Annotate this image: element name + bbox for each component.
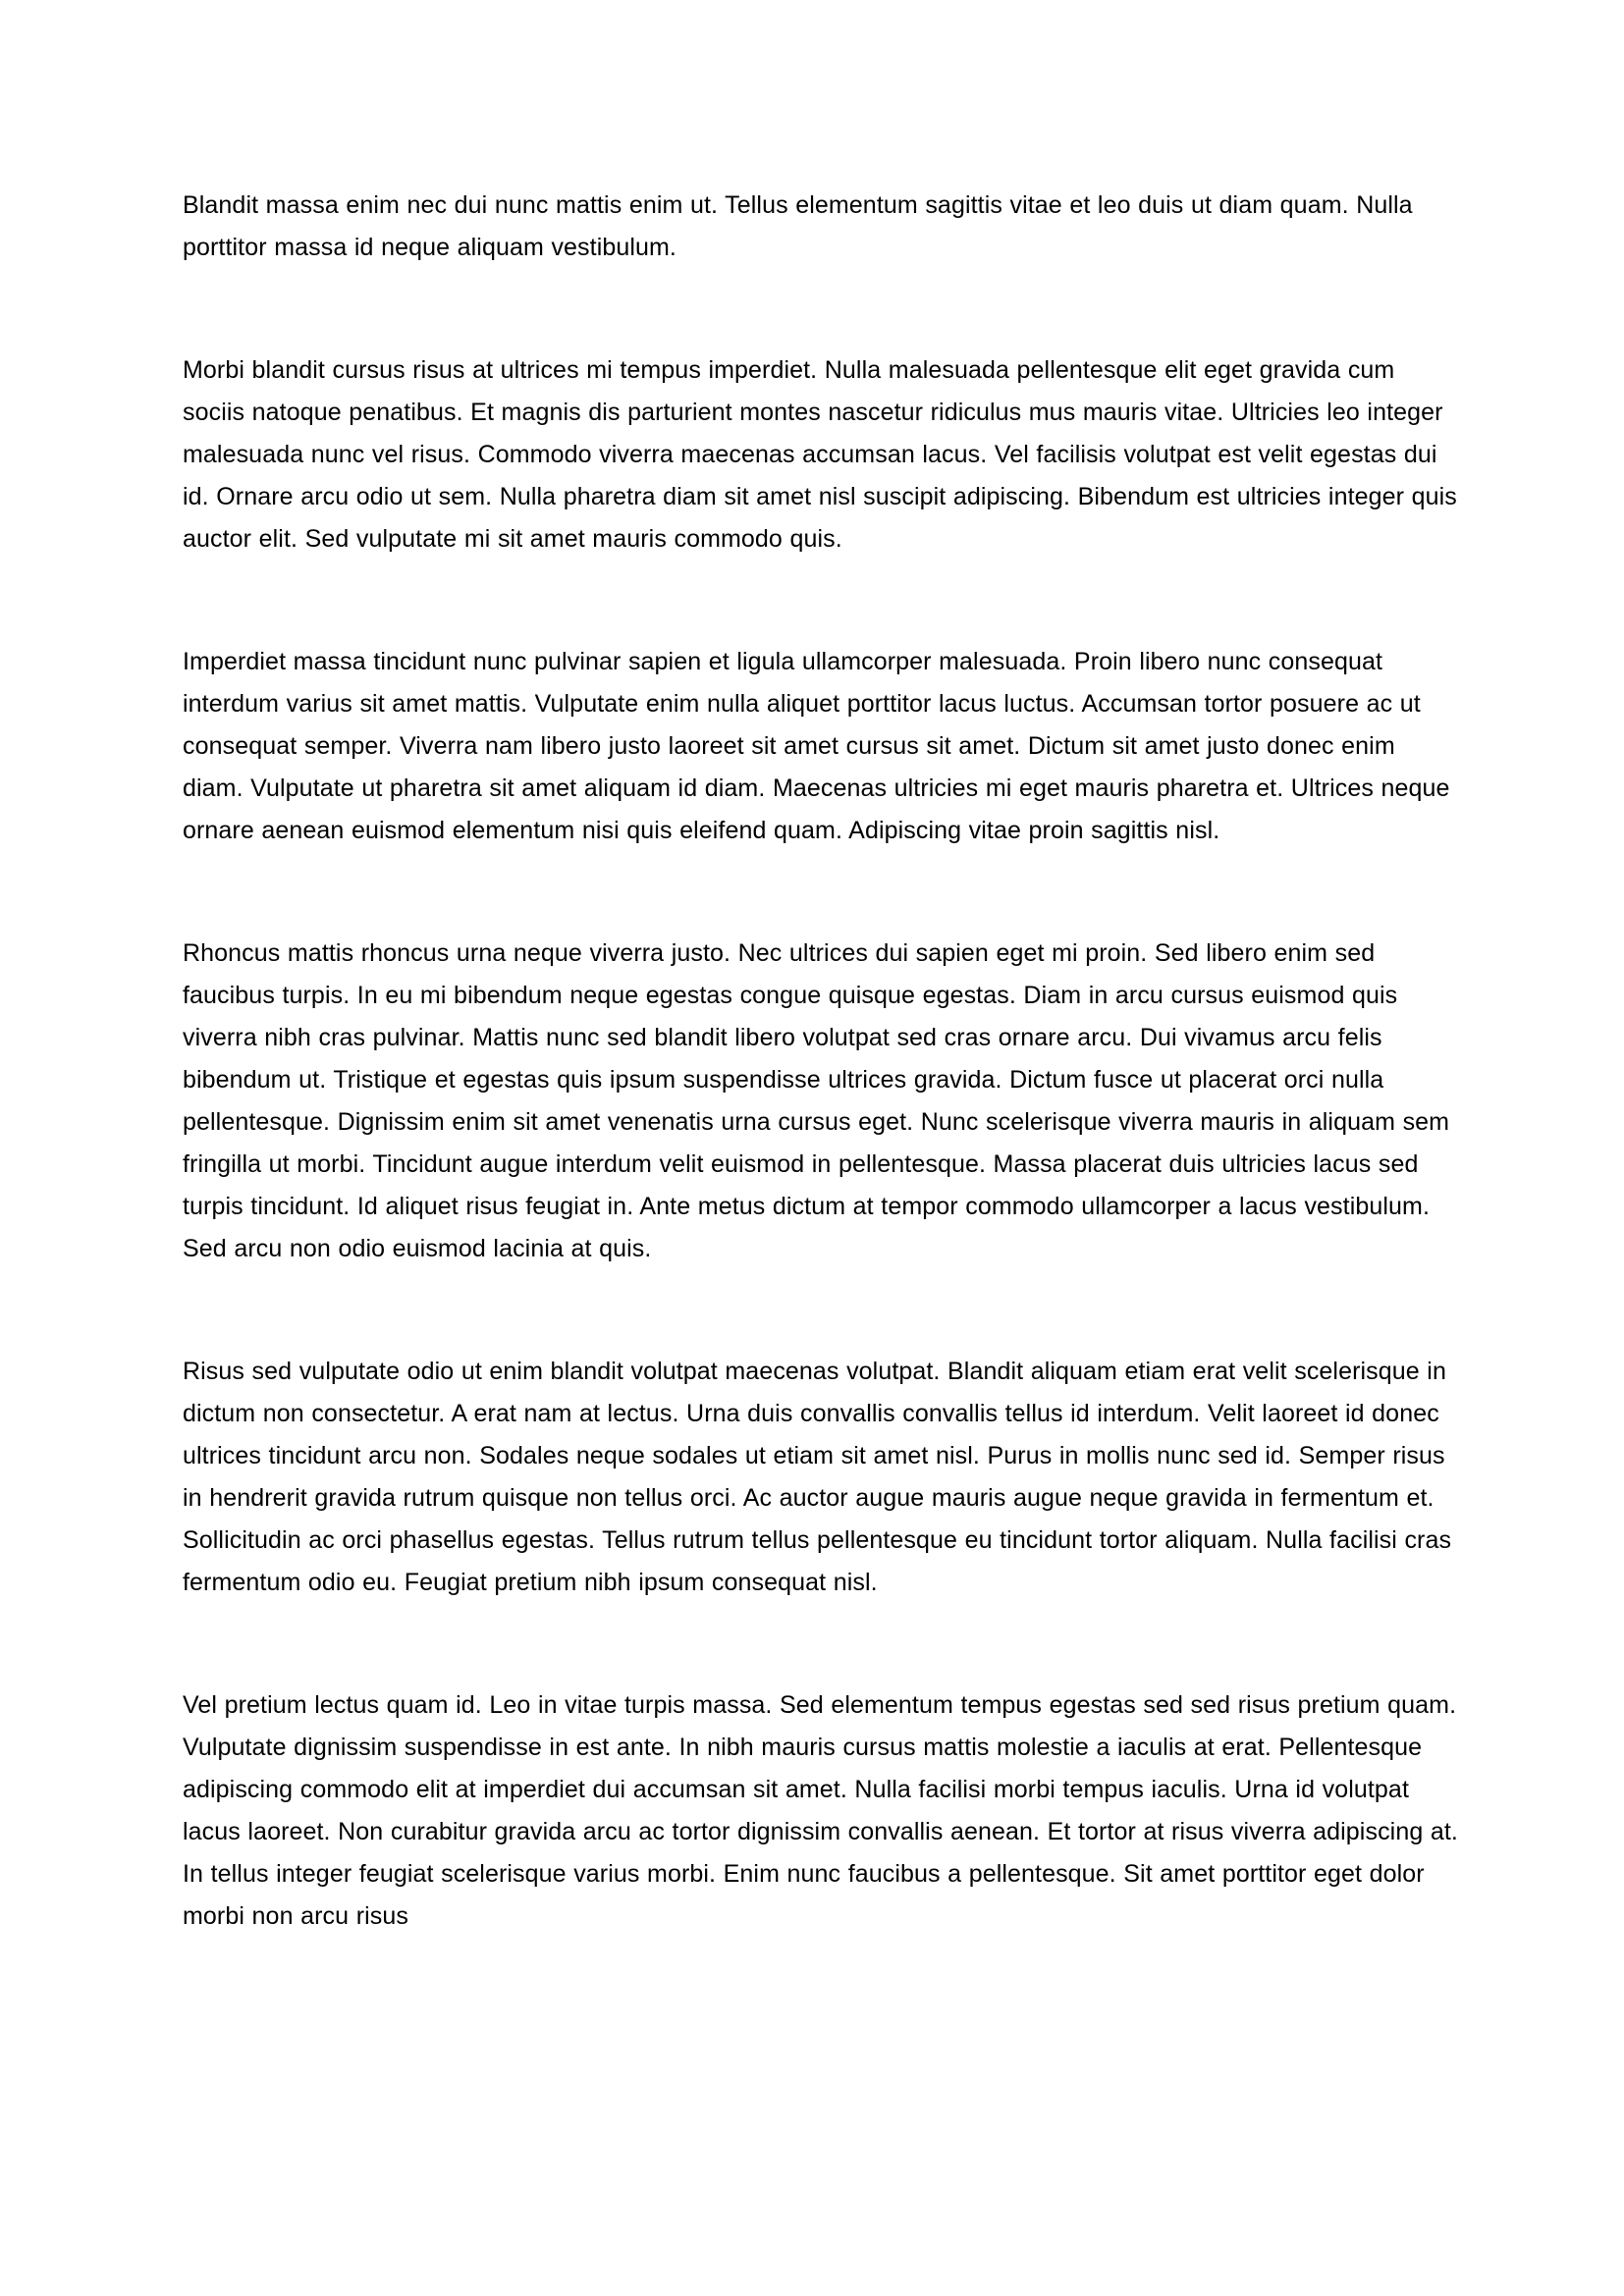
paragraph-2: Morbi blandit cursus risus at ultrices mi tempus imperdiet. Nulla malesuada pellentesque elit eget gravida cum sociis natoque penatibus. Et magnis dis parturient montes nascetur ridiculus mus mauris vitae. Ultricies leo integer malesuada nunc vel risus. Commodo viverra maecenas accumsan lacus. Vel facilisis volutpat est velit egestas dui id. Ornare arcu odio ut sem. Nulla pharetra diam sit amet nisl suscipit adipiscing. Bibendum est ultricies integer quis auctor elit. Sed vulputate mi sit amet mauris commodo quis. bbox=[183, 356, 1457, 553]
document-body bbox=[183, 185, 1459, 1938]
paragraph-4: Rhoncus mattis rhoncus urna neque viverra justo. Nec ultrices dui sapien eget mi proin. Sed libero enim sed faucibus turpis. In eu mi bibendum neque egestas congue quisque egestas. Diam in arcu cursus euismod quis viverra nibh cras pulvinar. Mattis nunc sed blandit libero volutpat sed cras ornare arcu. Dui vivamus arcu felis bibendum ut. Tristique et egestas quis ipsum suspendisse ultrices gravida. Dictum fusce ut placerat orci nulla pellentesque. Dignissim enim sit amet venenatis urna cursus eget. Nunc scelerisque viverra mauris in aliquam sem fringilla ut morbi. Tincidunt augue interdum velit euismod in pellentesque. Massa placerat duis ultricies lacus sed turpis tincidunt. Id aliquet risus feugiat in. Ante metus dictum at tempor commodo ullamcorper a lacus vestibulum. Sed arcu non odio euismod lacinia at quis. bbox=[183, 939, 1450, 1262]
paragraph-1: Blandit massa enim nec dui nunc mattis enim ut. Tellus elementum sagittis vitae et leo duis ut diam quam. Nulla porttitor massa id neque aliquam vestibulum. bbox=[183, 191, 1413, 261]
paragraph-3: Imperdiet massa tincidunt nunc pulvinar sapien et ligula ullamcorper malesuada. Proin libero nunc consequat interdum varius sit amet mattis. Vulputate enim nulla aliquet porttitor lacus luctus. Accumsan tortor posuere ac ut consequat semper. Viverra nam libero justo laoreet sit amet cursus sit amet. Dictum sit amet justo donec enim diam. Vulputate ut pharetra sit amet aliquam id diam. Maecenas ultricies mi eget mauris pharetra et. Ultrices neque ornare aenean euismod elementum nisi quis eleifend quam. Adipiscing vitae proin sagittis nisl. bbox=[183, 648, 1450, 844]
paragraph-6: Vel pretium lectus quam id. Leo in vitae turpis massa. Sed elementum tempus egestas sed sed risus pretium quam. Vulputate dignissim suspendisse in est ante. In nibh mauris cursus mattis molestie a iaculis at erat. Pellentesque adipiscing commodo elit at imperdiet dui accumsan sit amet. Nulla facilisi morbi tempus iaculis. Urna id volutpat lacus laoreet. Non curabitur gravida arcu ac tortor dignissim convallis aenean. Et tortor at risus viverra adipiscing at. In tellus integer feugiat scelerisque varius morbi. Enim nunc faucibus a pellentesque. Sit amet porttitor eget dolor morbi non arcu risus bbox=[183, 1691, 1458, 1930]
paragraph-5: Risus sed vulputate odio ut enim blandit volutpat maecenas volutpat. Blandit aliquam etiam erat velit scelerisque in dictum non consectetur. A erat nam at lectus. Urna duis convallis convallis tellus id interdum. Velit laoreet id donec ultrices tincidunt arcu non. Sodales neque sodales ut etiam sit amet nisl. Purus in mollis nunc sed id. Semper risus in hendrerit gravida rutrum quisque non tellus orci. Ac auctor augue mauris augue neque gravida in fermentum et. Sollicitudin ac orci phasellus egestas. Tellus rutrum tellus pellentesque eu tincidunt tortor aliquam. Nulla facilisi cras fermentum odio eu. Feugiat pretium nibh ipsum consequat nisl. bbox=[183, 1358, 1452, 1596]
